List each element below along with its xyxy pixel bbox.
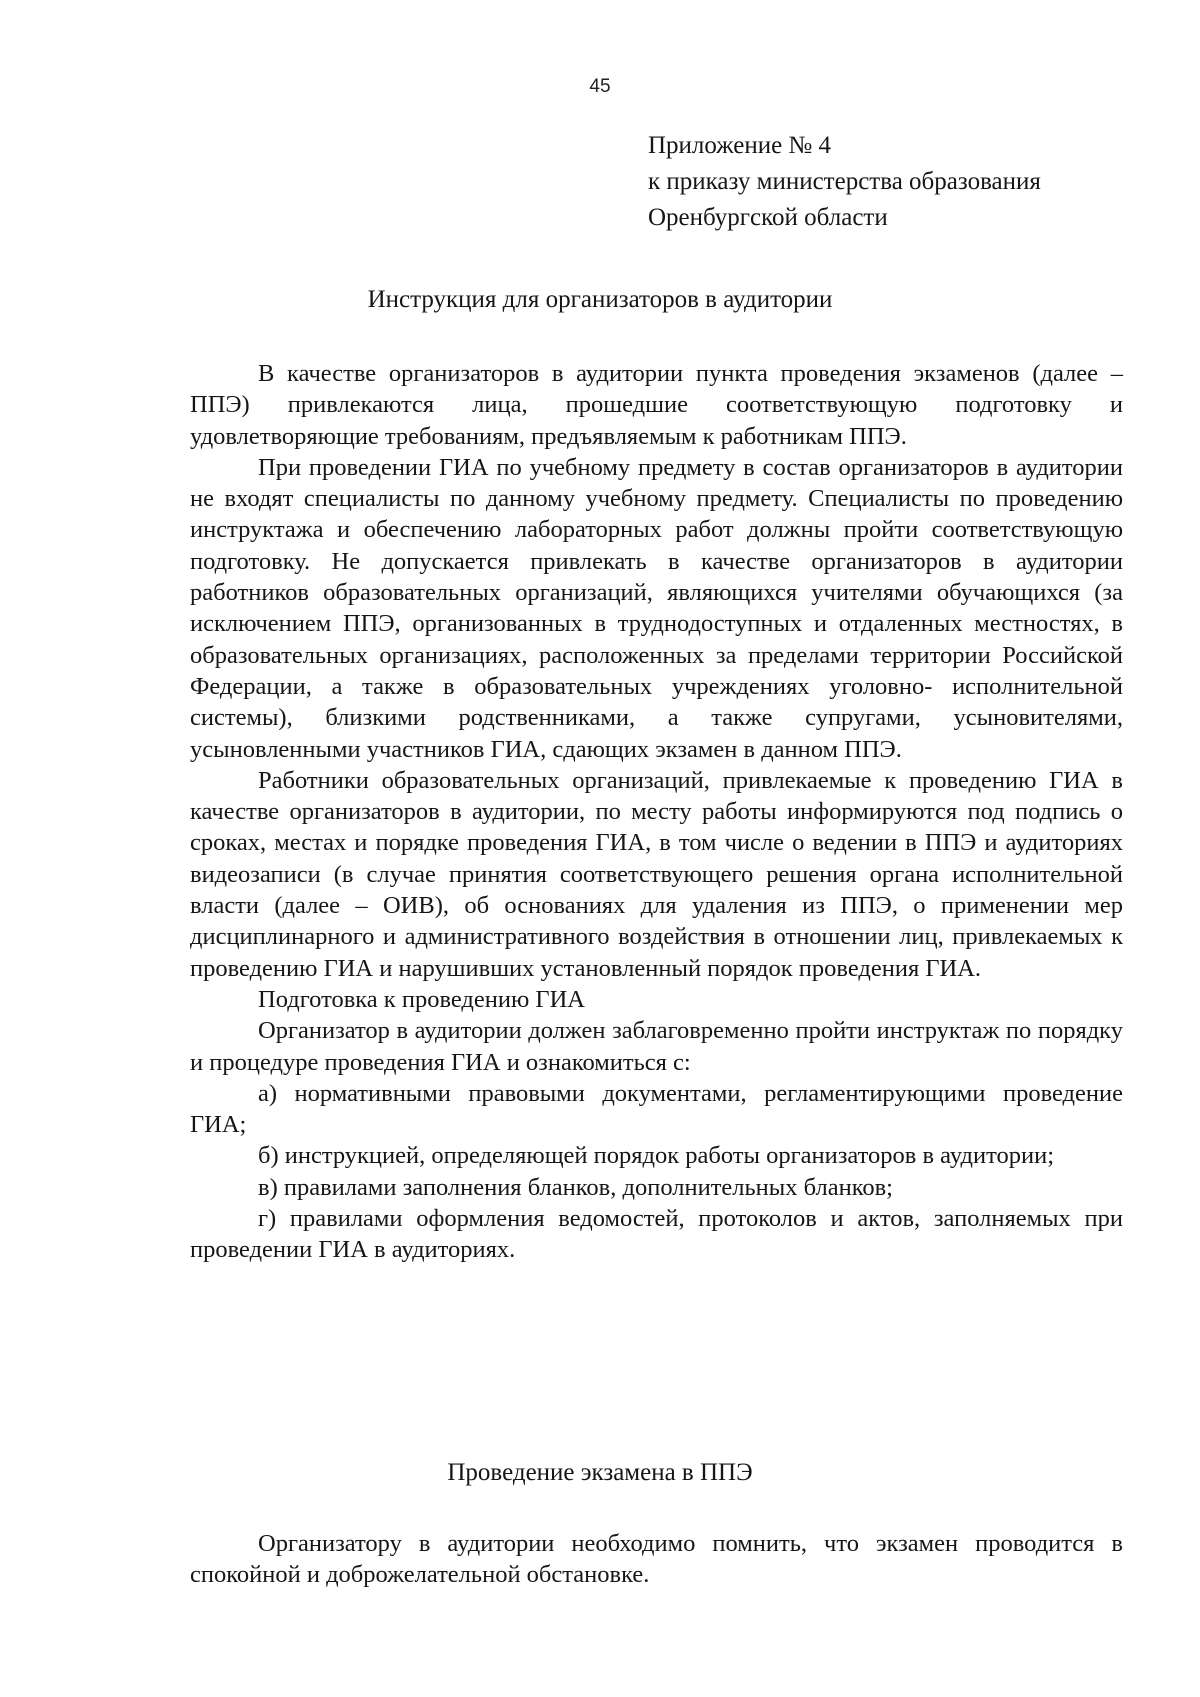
list-item-b: б) инструкцией, определяющей порядок работы организаторов в аудитории; — [258, 1142, 1055, 1170]
paragraph-3: Работники образовательных организаций, привлекаемые к проведению ГИА в качестве организаторов в аудитории, по месту работы информируются под подпись о сроках, местах и порядке проведения ГИА, в том числе о ведении в ППЭ и аудиториях видеозаписи (в случае принятия соответствующего решения органа исполнительной власти (далее – ОИВ), об основаниях для удаления из ППЭ, о применении мер дисциплинарного и административного воздействия в отношении лиц, привлекаемых к проведению ГИА и нарушивших установленный порядок проведения ГИА. — [190, 766, 1123, 982]
attachment-line-3: Оренбургской области — [648, 204, 888, 231]
section-heading: Проведение экзамена в ППЭ — [447, 1459, 753, 1486]
attachment-block — [648, 128, 1041, 236]
list-item-a: а) нормативными правовыми документами, регламентирующими проведение ГИА; — [190, 1079, 1123, 1139]
attachment-line-2: к приказу министерства образования — [648, 168, 1041, 195]
page-number: 45 — [589, 76, 611, 97]
paragraph-4: Организатор в аудитории должен заблаговременно пройти инструктаж по порядку и процедуре проведения ГИА и ознакомиться с: — [190, 1017, 1123, 1076]
attachment-line-1: Приложение № 4 — [648, 132, 832, 159]
list-item-v: в) правилами заполнения бланков, дополнительных бланков; — [258, 1173, 893, 1201]
list-item-g: г) правилами оформления ведомостей, протоколов и актов, заполняемых при проведении ГИА в аудиториях. — [190, 1205, 1123, 1264]
subheading-preparation: Подготовка к проведению ГИА — [258, 985, 585, 1013]
body-block-main — [190, 358, 1123, 1266]
body-block-exam — [190, 1528, 1123, 1591]
document-title: Инструкция для организаторов в аудитории — [367, 286, 833, 313]
section-paragraph-1: Организатору в аудитории необходимо помнить, что экзамен проводится в спокойной и доброжелательной обстановке. — [190, 1530, 1123, 1589]
paragraph-1: В качестве организаторов в аудитории пункта проведения экзаменов (далее – ППЭ) привлекаются лица, прошедшие соответствующую подготовку и удовлетворяющие требованиям, предъявляемым к работникам ППЭ. — [190, 360, 1123, 450]
paragraph-2: При проведении ГИА по учебному предмету в состав организаторов в аудитории не входят специалисты по данному учебному предмету. Специалисты по проведению инструктажа и обеспечению лабораторных работ должны пройти соответствующую подготовку. Не допускается привлекать в качестве организаторов в аудитории работников образовательных организаций, являющихся учителями обучающихся (за исключением ППЭ, организованных в труднодоступных и отдаленных местностях, в образовательных организациях, расположенных за пределами территории Российской Федерации, а также в образовательных учреждениях уголовно- исполнительной системы), близкими родственниками, а также супругами, усыновителями, усыновленными участников ГИА, сдающих экзамен в данном ППЭ. — [190, 453, 1123, 763]
